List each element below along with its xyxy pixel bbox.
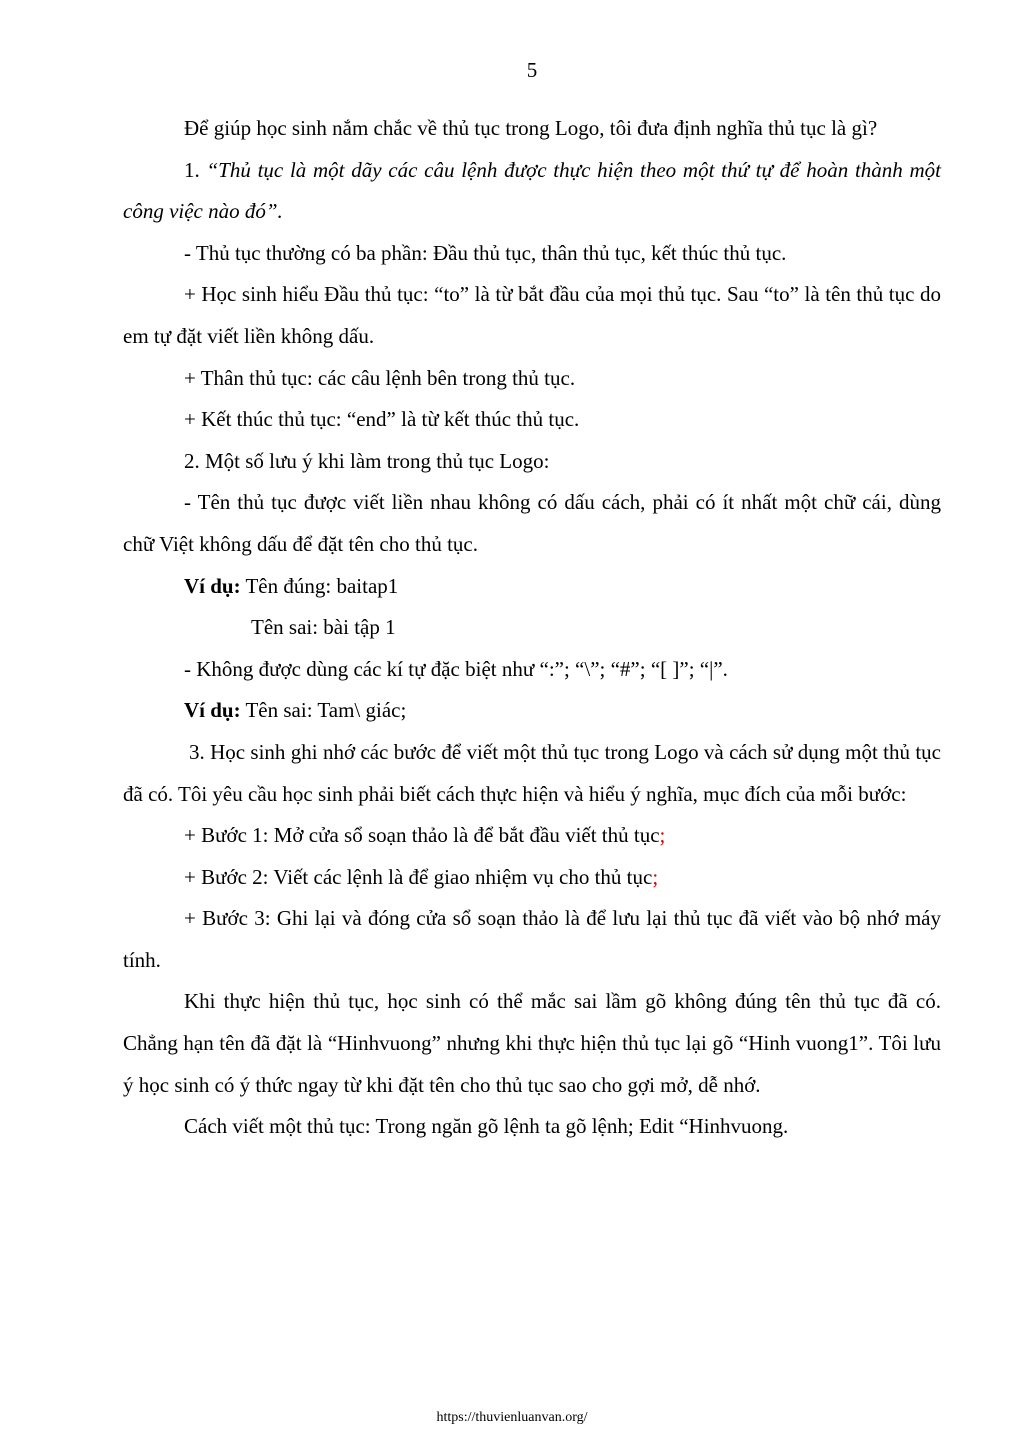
- footer-url: https://thuvienluanvan.org/: [436, 1410, 588, 1425]
- paragraph-naming-rule: - Tên thủ tục được viết liền nhau không có dấu cách, phải có ít nhất một chữ cái, dùng chữ Việt không dấu để đặt tên cho thủ tục.: [123, 490, 941, 556]
- paragraph-notes-heading: 2. Một số lưu ý khi làm trong thủ tục Logo:: [184, 448, 550, 473]
- paragraph-example-wrong: Tên sai: bài tập 1: [251, 615, 396, 640]
- paragraph-how-to-write: Cách viết một thủ tục: Trong ngăn gõ lệnh ta gõ lệnh; Edit “Hinhvuong.: [184, 1114, 789, 1139]
- paragraph-step-1: [123, 815, 941, 857]
- example-label: Ví dụ:: [184, 573, 241, 598]
- paragraph-definition: [123, 150, 941, 233]
- step-2-text: + Bước 2: Viết các lệnh là để giao nhiệm vụ cho thủ tục: [184, 864, 653, 889]
- paragraph-special-chars: - Không được dùng các kí tự đặc biệt như “:”; “\”; “#”; “[ ]”; “|”.: [184, 656, 728, 681]
- example-correct-text: Tên đúng: baitap1: [240, 573, 399, 598]
- paragraph-common-mistake: Khi thực hiện thủ tục, học sinh có thể mắc sai lầm gõ không đúng tên thủ tục đã có. Chẳng hạn tên đã đặt là “Hinhvuong” nhưng khi thực hiện thủ tục lại gõ “Hinh vuong1”. Tôi lưu ý học sinh có ý thức ngay từ khi đặt tên cho thủ tục sao cho gợi mở, dễ nhớ.: [123, 989, 941, 1097]
- paragraph-step-3: + Bước 3: Ghi lại và đóng cửa sổ soạn thảo là để lưu lại thủ tục đã viết vào bộ nhớ máy tính.: [123, 906, 941, 972]
- step-1-text: + Bước 1: Mở cửa sổ soạn thảo là để bắt đầu viết thủ tục: [184, 823, 660, 848]
- paragraph-end-part: + Kết thúc thủ tục: “end” là từ kết thúc thủ tục.: [184, 407, 580, 432]
- paragraph-body-part: + Thân thủ tục: các câu lệnh bên trong thủ tục.: [184, 365, 576, 390]
- paragraph-step-2: [123, 857, 941, 899]
- step-1-punct: ;: [659, 823, 666, 848]
- document-body: [123, 108, 941, 1148]
- paragraph-example-wrong-2: [123, 690, 941, 732]
- paragraph-steps-intro: 3. Học sinh ghi nhớ các bước để viết một thủ tục trong Logo và cách sử dụng một thủ tục đã có. Tôi yêu cầu học sinh phải biết cách thực hiện và hiểu ý nghĩa, mục đích của mỗi bước:: [123, 739, 941, 806]
- example-label-2: Ví dụ:: [184, 698, 241, 723]
- definition-quote: “Thủ tục là một dãy các câu lệnh được thực hiện theo một thứ tự để hoàn thành một công việc nào đó”.: [123, 157, 942, 224]
- paragraph-example-correct: [123, 566, 941, 608]
- paragraph-three-parts: - Thủ tục thường có ba phần: Đầu thủ tục, thân thủ tục, kết thúc thủ tục.: [184, 240, 787, 265]
- paragraph-intro: Để giúp học sinh nắm chắc về thủ tục trong Logo, tôi đưa định nghĩa thủ tục là gì?: [184, 116, 878, 140]
- step-2-punct: ;: [652, 864, 659, 889]
- example-wrong-text: Tên sai: Tam\ giác;: [240, 698, 407, 723]
- paragraph-header-part: + Học sinh hiểu Đầu thủ tục: “to” là từ bắt đầu của mọi thủ tục. Sau “to” là tên thủ tục do em tự đặt viết liền không dấu.: [123, 282, 941, 348]
- page-number: 5: [526, 58, 538, 82]
- definition-number: 1.: [184, 157, 207, 182]
